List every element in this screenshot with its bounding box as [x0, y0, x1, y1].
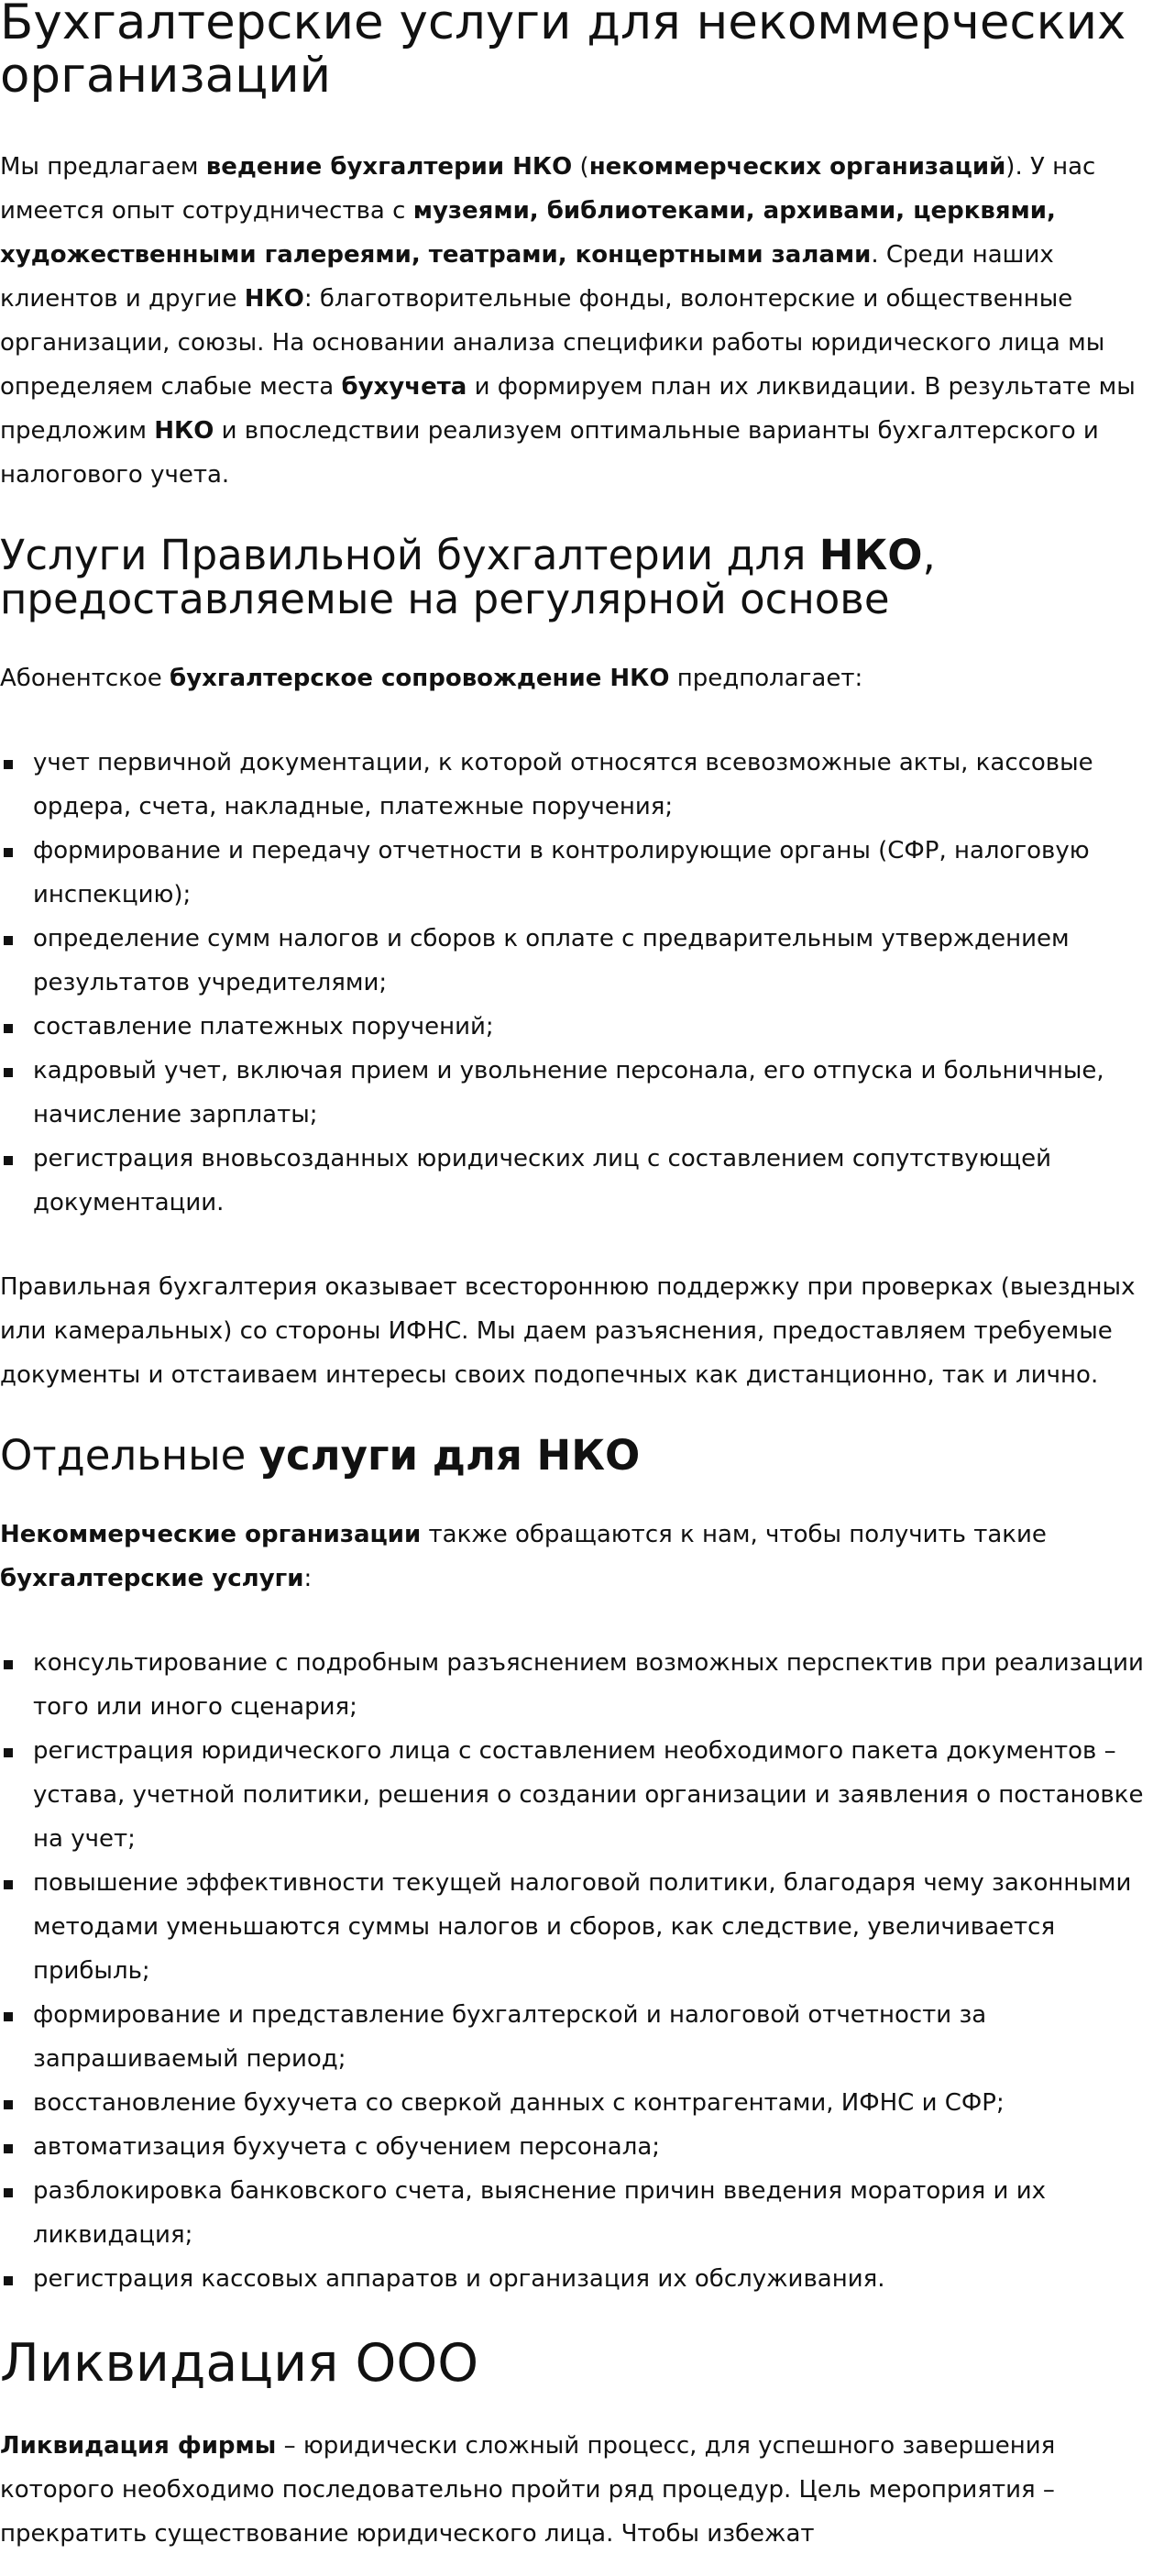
separate-lead-text-1: также обращаются к нам, чтобы получить такие — [421, 1521, 1047, 1548]
list-item: определение сумм налогов и сборов к оплате с предварительным утверждением результатов учредителями; — [0, 917, 1164, 1005]
heading-separate-part1: Отдельные — [0, 1431, 259, 1480]
intro-bold-1: ведение бухгалтерии НКО — [205, 153, 573, 181]
intro-bold-6: НКО — [154, 417, 214, 445]
intro-text-4: . Среди наших клиентов и другие — [0, 241, 1054, 313]
heading-regular-bold: НКО — [818, 531, 923, 579]
intro-text-6: и формируем план их ликвидации. В результате мы предложим — [0, 373, 1136, 445]
heading-separate-bold: услуги для НКО — [258, 1431, 641, 1480]
separate-services-list — [0, 1641, 1164, 2301]
heading-regular-part2: , предоставляемые на регулярной основе — [0, 531, 936, 623]
section-heading-liquidation: Ликвидация ООО — [0, 2333, 479, 2394]
regular-lead-paragraph — [0, 656, 1164, 700]
list-item: повышение эффективности текущей налоговой политики, благодаря чему законными методами уменьшаются суммы налогов и сборов, как следствие, увеличивается прибыль; — [0, 1861, 1164, 1993]
intro-text-7: и впоследствии реализуем оптимальные варианты бухгалтерского и налогового учета. — [0, 417, 1099, 489]
list-item: составление платежных поручений; — [0, 1005, 1164, 1049]
section-heading-separate — [0, 1431, 1164, 1480]
list-item: регистрация юридического лица с составлением необходимого пакета документов – устава, учетной политики, решения о создании организации и заявления о постановке на учет; — [0, 1729, 1164, 1861]
separate-lead-paragraph — [0, 1513, 1164, 1601]
heading-regular-part1: Услуги Правильной бухгалтерии для — [0, 531, 819, 579]
list-item: кадровый учет, включая прием и увольнение персонала, его отпуска и больничные, начисление зарплаты; — [0, 1049, 1164, 1137]
separate-lead-bold-2: бухгалтерские услуги — [0, 1565, 304, 1592]
intro-text-2: ( — [572, 153, 589, 181]
list-item: регистрация кассовых аппаратов и организация их обслуживания. — [0, 2257, 1164, 2301]
intro-bold-5: бухучета — [341, 373, 467, 401]
regular-services-list — [0, 741, 1164, 1225]
regular-lead-text-2: предполагает: — [669, 665, 863, 692]
intro-bold-4: НКО — [244, 285, 304, 313]
list-item: автоматизация бухучета с обучением персонала; — [0, 2125, 1164, 2169]
regular-lead-text-1: Абонентское — [0, 665, 170, 692]
intro-text-5: : благотворительные фонды, волонтерские и общественные организации, союзы. На основании анализа специфики работы юридического лица мы определяем слабые места — [0, 285, 1105, 401]
intro-bold-3: музеями, библиотеками, архивами, церквями, художественными галереями, театрами, концертными залами — [0, 197, 1056, 269]
liquidation-paragraph — [0, 2424, 1164, 2556]
intro-text-1: Мы предлагаем — [0, 153, 206, 181]
list-item: восстановление бухучета со сверкой данных с контрагентами, ИФНС и СФР; — [0, 2081, 1164, 2125]
regular-lead-bold: бухгалтерское сопровождение НКО — [170, 665, 670, 692]
page-title: Бухгалтерские услуги для некоммерческих организаций — [0, 0, 1126, 104]
regular-closing-paragraph: Правильная бухгалтерия оказывает всестороннюю поддержку при проверках (выездных или камеральных) со стороны ИФНС. Мы даем разъяснения, предоставляем требуемые документы и отстаиваем интересы своих подопечных как дистанционно, так и лично. — [0, 1273, 1136, 1389]
section-heading-regular — [0, 531, 1164, 623]
intro-bold-2: некоммерческих организаций — [588, 153, 1006, 181]
list-item: формирование и передачу отчетности в контролирующие органы (СФР, налоговую инспекцию); — [0, 829, 1164, 917]
liquidation-bold: Ликвидация фирмы — [0, 2432, 277, 2460]
list-item: учет первичной документации, к которой относятся всевозможные акты, кассовые ордера, счета, накладные, платежные поручения; — [0, 741, 1164, 829]
liquidation-text: – юридически сложный процесс, для успешного завершения которого необходимо последовательно пройти ряд процедур. Цель мероприятия – прекратить существование юридического лица. Чтобы избежат — [0, 2432, 1056, 2548]
separate-lead-text-2: : — [303, 1565, 313, 1592]
separate-lead-bold-1: Некоммерческие организации — [0, 1521, 422, 1548]
intro-paragraph — [0, 145, 1164, 497]
list-item: формирование и представление бухгалтерской и налоговой отчетности за запрашиваемый период; — [0, 1993, 1164, 2081]
list-item: разблокировка банковского счета, выяснение причин введения моратория и их ликвидация; — [0, 2169, 1164, 2257]
list-item: консультирование с подробным разъяснением возможных перспектив при реализации того или иного сценария; — [0, 1641, 1164, 1729]
list-item: регистрация вновьсозданных юридических лиц с составлением сопутствующей документации. — [0, 1137, 1164, 1225]
intro-text-3: ). У нас имеется опыт сотрудничества с — [0, 153, 1096, 225]
